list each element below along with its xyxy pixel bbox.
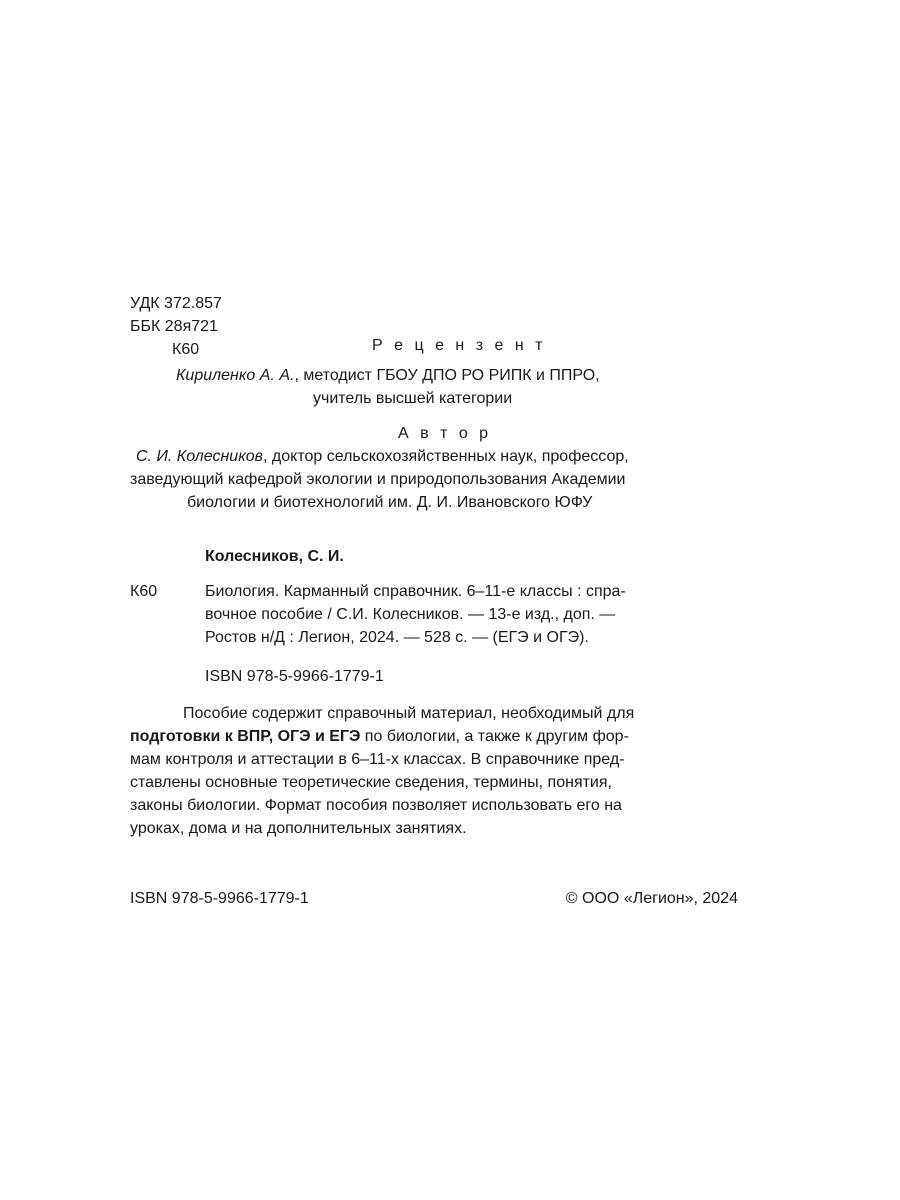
reviewer-line-2: учитель высшей категории — [313, 390, 513, 407]
bib-code: К60 — [130, 583, 158, 600]
bbk-code: ББК 28я721 — [130, 318, 218, 335]
footer-copyright: © ООО «Легион», 2024 — [565, 890, 738, 907]
bib-description-line-2: вочное пособие / С.И. Колесников. — 13-е изд., доп. — — [205, 606, 616, 623]
annotation-line-2 — [130, 728, 629, 746]
bib-author-heading: Колесников, С. И. — [205, 548, 344, 565]
reviewer-heading: Р е ц е н з е н т — [372, 337, 546, 354]
bib-isbn: ISBN 978-5-9966-1779-1 — [205, 668, 384, 685]
bib-description-line-3: Ростов н/Д : Легион, 2024. — 528 с. — (ЕГЭ и ОГЭ). — [205, 629, 589, 646]
author-sign-code: К60 — [172, 341, 200, 358]
annotation-line-3: мам контроля и аттестации в 6–11-х классах. В справочнике пред- — [130, 751, 625, 768]
author-name: С. И. Колесников — [136, 448, 264, 465]
annotation-emphasis: подготовки к ВПР, ОГЭ и ЕГЭ — [130, 728, 361, 745]
bib-description-line-1: Биология. Карманный справочник. 6–11-е классы : спра- — [205, 583, 626, 600]
reviewer-line-1 — [176, 367, 600, 385]
author-line-1 — [136, 448, 629, 466]
author-line-3: биологии и биотехнологий им. Д. И. Ивановского ЮФУ — [187, 494, 593, 511]
footer-isbn: ISBN 978-5-9966-1779-1 — [130, 890, 309, 907]
udk-code: УДК 372.857 — [130, 295, 222, 312]
annotation-line-1: Пособие содержит справочный материал, необходимый для — [183, 705, 635, 722]
annotation-line-2-rest: по биологии, а также к другим фор- — [360, 728, 629, 745]
reviewer-name: Кириленко А. А. — [176, 367, 295, 384]
author-heading: А в т о р — [398, 425, 492, 442]
annotation-line-6: уроках, дома и на дополнительных занятиях. — [130, 820, 467, 837]
annotation-line-5: законы биологии. Формат пособия позволяет использовать его на — [130, 797, 622, 814]
annotation-line-4: ставлены основные теоретические сведения, термины, понятия, — [130, 774, 612, 791]
author-line-2: заведующий кафедрой экологии и природопользования Академии — [130, 471, 626, 488]
reviewer-description: , методист ГБОУ ДПО РО РИПК и ППРО, — [294, 367, 600, 384]
author-description: , доктор сельскохозяйственных наук, профессор, — [263, 448, 629, 465]
